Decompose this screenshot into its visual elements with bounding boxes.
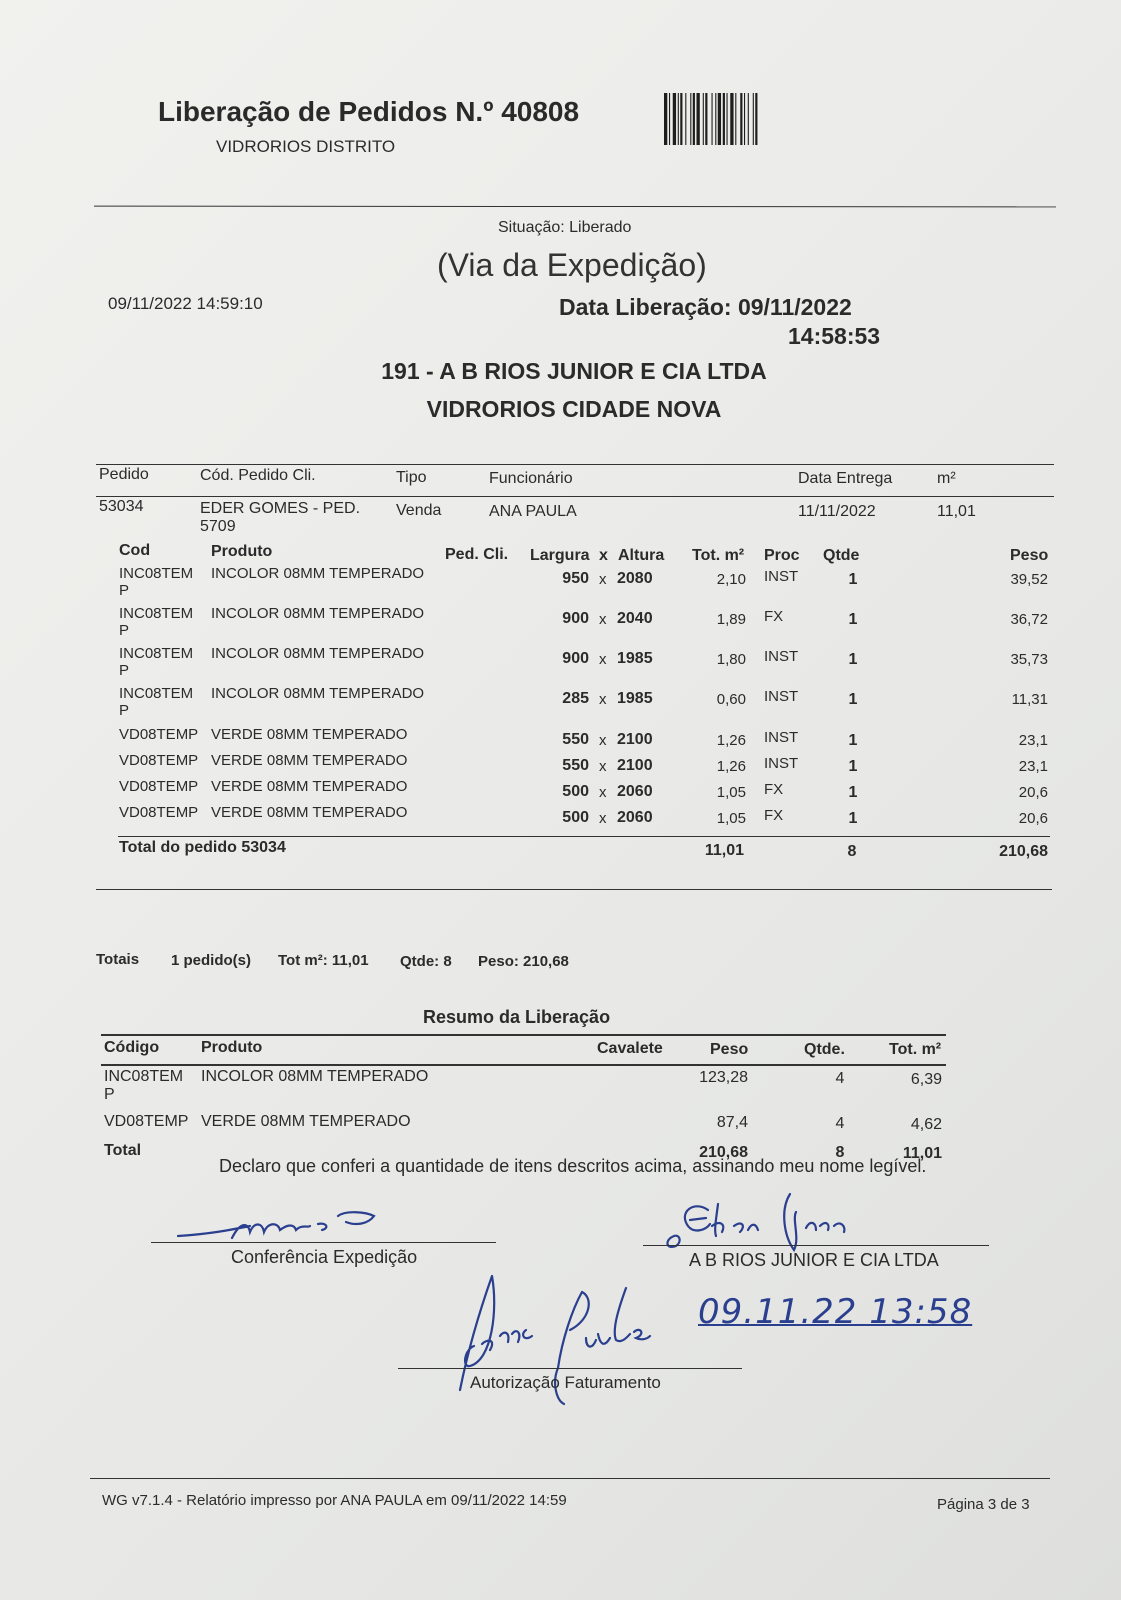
item-cod: INC08TEM [119, 565, 194, 582]
item-qtde: 1 [848, 810, 858, 827]
resumo-cod: VD08TEMP [104, 1113, 189, 1130]
item-x: x [599, 611, 607, 628]
resumo-header-rule [101, 1064, 946, 1066]
page-title: Liberação de Pedidos N.º 40808 [158, 96, 580, 127]
item-produto: VERDE 08MM TEMPERADO [211, 726, 408, 743]
item-qtde: 1 [848, 758, 858, 775]
item-qtde: 1 [848, 784, 858, 801]
cod-pedido-cli: EDER GOMES - PED. [200, 500, 361, 517]
col-pedido: Pedido [99, 466, 149, 483]
item-x: x [599, 758, 607, 775]
item-altura: 2060 [617, 809, 653, 826]
item-cod: VD08TEMP [119, 752, 199, 769]
data-liberacao: Data Liberação: 09/11/2022 [559, 294, 852, 320]
footer-rule [90, 1478, 1050, 1479]
autorizacao-line [398, 1368, 742, 1369]
item-cod-cont: P [119, 582, 130, 599]
order-header-bottom-rule [96, 496, 1054, 497]
item-tot-m2: 1,05 [716, 810, 746, 827]
items-col-produto: Produto [211, 543, 273, 560]
item-produto: INCOLOR 08MM TEMPERADO [211, 685, 425, 702]
item-qtde: 1 [848, 732, 858, 749]
item-produto: VERDE 08MM TEMPERADO [211, 778, 408, 795]
resumo-col-qtde: Qtde. [804, 1041, 845, 1058]
item-cod: INC08TEM [119, 645, 194, 662]
resumo-tot-m2: 6,39 [910, 1071, 942, 1088]
totais-pedidos: 1 pedido(s) [171, 952, 252, 969]
resumo-peso: 123,28 [699, 1069, 748, 1086]
resumo-qtde: 4 [835, 1070, 845, 1087]
item-tot-m2: 1,26 [716, 732, 746, 749]
totais-m2: Tot m²: 11,01 [278, 952, 369, 969]
item-x: x [599, 651, 607, 668]
handwritten-date: 09.11.22 13:58 [698, 1292, 973, 1332]
item-altura: 2100 [617, 757, 653, 774]
item-qtde: 1 [848, 571, 858, 588]
item-qtde: 1 [848, 651, 858, 668]
item-proc: INST [764, 568, 799, 585]
cod-pedido-cli-cont: 5709 [200, 518, 236, 535]
item-produto: INCOLOR 08MM TEMPERADO [211, 605, 425, 622]
item-largura: 500 [562, 783, 589, 800]
items-col-qtde: Qtde [823, 547, 860, 564]
item-proc: INST [764, 755, 799, 772]
order-m2: 11,01 [937, 503, 976, 520]
order-total-m2: 11,01 [704, 842, 744, 859]
items-col-cod: Cod [119, 542, 151, 559]
resumo-top-rule [101, 1034, 946, 1036]
totais-label: Totais [96, 951, 140, 968]
item-produto: INCOLOR 08MM TEMPERADO [211, 565, 425, 582]
item-cod: INC08TEM [119, 685, 194, 702]
item-largura: 500 [562, 809, 589, 826]
autorizacao-label: Autorização Faturamento [470, 1373, 661, 1392]
item-largura: 950 [562, 570, 589, 587]
item-proc: INST [764, 688, 799, 705]
item-proc: INST [764, 648, 799, 665]
resumo-cod-cont: P [104, 1086, 115, 1103]
item-peso: 20,6 [1018, 810, 1048, 827]
items-total-rule [118, 836, 1050, 837]
item-largura: 900 [562, 650, 589, 667]
item-x: x [599, 571, 607, 588]
item-peso: 23,1 [1018, 758, 1048, 775]
client-label: A B RIOS JUNIOR E CIA LTDA [689, 1250, 939, 1270]
item-peso: 20,6 [1018, 784, 1048, 801]
totais-peso: Peso: 210,68 [478, 953, 569, 970]
item-x: x [599, 810, 607, 827]
item-altura: 1985 [617, 650, 653, 667]
client-name: 191 - A B RIOS JUNIOR E CIA LTDA [381, 358, 767, 384]
item-altura: 2080 [617, 570, 653, 587]
item-proc: FX [764, 608, 784, 625]
client-store: VIDRORIOS CIDADE NOVA [426, 396, 722, 422]
totais-qtde: Qtde: 8 [400, 953, 452, 970]
col-cod-pedido-cli: Cód. Pedido Cli. [200, 467, 316, 484]
item-altura: 2100 [617, 731, 653, 748]
col-tipo: Tipo [396, 469, 427, 486]
resumo-col-codigo: Código [104, 1039, 160, 1056]
item-tot-m2: 1,89 [716, 611, 746, 628]
item-cod-cont: P [119, 622, 130, 639]
resumo-peso: 87,4 [716, 1114, 748, 1131]
item-cod: VD08TEMP [119, 804, 199, 821]
item-produto: INCOLOR 08MM TEMPERADO [211, 645, 425, 662]
item-x: x [599, 691, 607, 708]
items-col-tot-m2: Tot. m² [692, 547, 745, 564]
item-largura: 550 [562, 731, 589, 748]
resumo-col-tot-m2: Tot. m² [889, 1041, 942, 1058]
footer-page: Página 3 de 3 [937, 1496, 1030, 1513]
resumo-total-m2: 11,01 [902, 1145, 942, 1162]
situacao-label: Situação: Liberado [498, 219, 632, 236]
resumo-total-qtde: 8 [835, 1144, 845, 1161]
item-tot-m2: 1,80 [716, 651, 746, 668]
item-altura: 1985 [617, 690, 653, 707]
items-col-x: x [599, 547, 608, 564]
item-proc: INST [764, 729, 799, 746]
col-m2: m² [937, 470, 956, 487]
resumo-col-peso: Peso [710, 1041, 749, 1058]
item-cod-cont: P [119, 702, 130, 719]
items-col-proc: Proc [764, 547, 800, 564]
item-altura: 2040 [617, 610, 653, 627]
item-x: x [599, 784, 607, 801]
items-col-ped-cli: Ped. Cli. [445, 546, 509, 563]
item-tot-m2: 1,26 [716, 758, 746, 775]
item-peso: 35,73 [1010, 651, 1048, 668]
resumo-col-cavalete: Cavalete [597, 1040, 663, 1057]
item-peso: 36,72 [1010, 611, 1048, 628]
footer-left: WG v7.1.4 - Relatório impresso por ANA PAULA em 09/11/2022 14:59 [102, 1492, 567, 1509]
resumo-total-peso: 210,68 [699, 1144, 748, 1161]
via-label: (Via da Expedição) [437, 247, 707, 283]
item-cod: VD08TEMP [119, 778, 199, 795]
order-funcionario: ANA PAULA [489, 503, 577, 520]
item-tot-m2: 0,60 [716, 691, 746, 708]
item-altura: 2060 [617, 783, 653, 800]
client-line [643, 1245, 989, 1246]
conferencia-signature [170, 1200, 380, 1246]
resumo-tot-m2: 4,62 [910, 1116, 942, 1133]
item-largura: 550 [562, 757, 589, 774]
item-proc: FX [764, 807, 784, 824]
item-cod: INC08TEM [119, 605, 194, 622]
item-produto: VERDE 08MM TEMPERADO [211, 752, 408, 769]
header-divider [94, 206, 1056, 208]
items-col-altura: Altura [618, 547, 665, 564]
data-liberacao-time: 14:58:53 [788, 323, 881, 349]
order-total-label: Total do pedido 53034 [119, 839, 286, 856]
item-cod: VD08TEMP [119, 726, 199, 743]
col-funcionario: Funcionário [489, 470, 573, 487]
section-divider [96, 889, 1052, 890]
item-produto: VERDE 08MM TEMPERADO [211, 804, 408, 821]
resumo-produto: VERDE 08MM TEMPERADO [201, 1113, 411, 1130]
conferencia-label: Conferência Expedição [231, 1247, 418, 1267]
declaration-text: Declaro que conferi a quantidade de itens descritos acima, assinando meu nome legível. [219, 1156, 927, 1176]
item-cod-cont: P [119, 662, 130, 679]
item-largura: 900 [562, 610, 589, 627]
item-tot-m2: 2,10 [716, 571, 746, 588]
resumo-produto: INCOLOR 08MM TEMPERADO [201, 1068, 429, 1085]
order-tipo: Venda [396, 502, 442, 519]
items-col-peso: Peso [1010, 547, 1049, 564]
resumo-cod: INC08TEM [104, 1068, 184, 1085]
order-total-qtde: 8 [847, 843, 857, 860]
item-qtde: 1 [848, 691, 858, 708]
company-subtitle: VIDRORIOS DISTRITO [216, 137, 396, 156]
order-data-entrega: 11/11/2022 [798, 503, 876, 520]
item-peso: 39,52 [1010, 571, 1048, 588]
printed-at: 09/11/2022 14:59:10 [108, 294, 263, 313]
resumo-title: Resumo da Liberação [423, 1007, 611, 1027]
order-total-peso: 210,68 [999, 843, 1048, 860]
order-header-top-rule [96, 464, 1054, 465]
resumo-total-label: Total [104, 1142, 142, 1159]
item-peso: 11,31 [1011, 691, 1048, 708]
item-tot-m2: 1,05 [716, 784, 746, 801]
items-col-largura: Largura [530, 547, 590, 564]
item-x: x [599, 732, 607, 749]
barcode [664, 93, 836, 147]
resumo-qtde: 4 [835, 1115, 845, 1132]
item-peso: 23,1 [1018, 732, 1048, 749]
pedido-number: 53034 [99, 498, 144, 515]
item-qtde: 1 [848, 611, 858, 628]
item-largura: 285 [562, 690, 589, 707]
item-proc: FX [764, 781, 784, 798]
resumo-col-produto: Produto [201, 1039, 263, 1056]
col-data-entrega: Data Entrega [798, 470, 893, 487]
conferencia-line [151, 1242, 496, 1243]
